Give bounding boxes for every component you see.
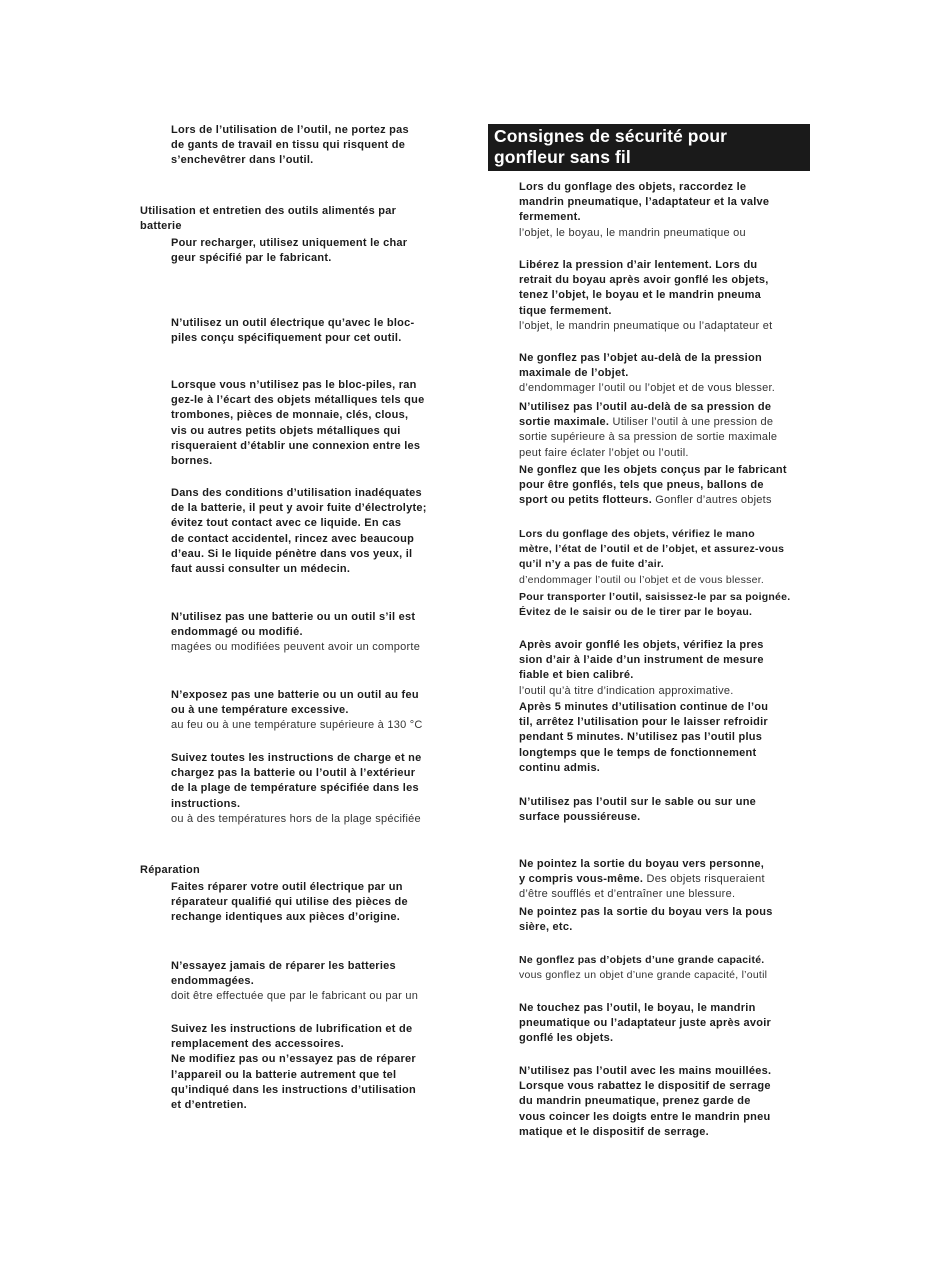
text-line: vous coincer les doigts entre le mandrin pneu	[519, 1110, 771, 1123]
warning-temperature	[171, 688, 423, 734]
text-line: geur spécifié par le fabricant.	[171, 252, 332, 265]
text-line: N’utilisez un outil électrique qu’avec le bloc-	[171, 317, 415, 329]
text-line: til, arrêtez l’utilisation pour le laisser refroidir	[519, 716, 768, 729]
text-regular: Utiliser l’outil à une pression de	[609, 416, 774, 429]
text-line: Ne pointez la sortie du boyau vers personne,	[519, 858, 765, 870]
text-line: de contact accidentel, rincez avec beaucoup	[171, 532, 415, 545]
text-line: Lors de l’utilisation de l’outil, ne portez pas	[171, 124, 409, 136]
text-note: vous gonflez un objet d’une grande capacité, l’outil	[519, 969, 768, 982]
text-line: batterie	[140, 220, 182, 233]
text-line: sion d’air à l’aide d’un instrument de mesure	[519, 654, 764, 667]
heading-line: Consignes de sécurité pour	[494, 126, 728, 146]
text-line	[519, 493, 787, 508]
section-heading	[488, 124, 810, 171]
text-line	[519, 415, 777, 430]
text-line: qu’indiqué dans les instructions d’utilisation	[171, 1083, 416, 1096]
text-line: surface poussiéreuse.	[519, 811, 641, 824]
text-line: N’utilisez pas une batterie ou un outil s’il est	[171, 611, 416, 623]
text-line: retrait du boyau après avoir gonflé les objets,	[519, 274, 769, 287]
text-note: magées ou modifiées peuvent avoir un comporte	[171, 641, 421, 654]
text-line: chargez pas la batterie ou l’outil à l’extérieur	[171, 767, 416, 780]
text-line: qu’il n’y a pas de fuite d’air.	[519, 558, 664, 571]
heading-line: gonfleur sans fil	[494, 147, 631, 167]
text-line: tique fermement.	[519, 304, 612, 317]
text-line: instructions.	[171, 797, 241, 810]
text-note: au feu ou à une température supérieure à 130 °C	[171, 719, 423, 732]
text-bold: sport ou petits flotteurs.	[519, 494, 652, 507]
text-line: pour être gonflés, tels que pneus, ballons de	[519, 479, 764, 492]
text-line: Suivez toutes les instructions de charge et ne	[171, 752, 422, 764]
text-line: N’utilisez pas l’outil sur le sable ou sur une	[519, 796, 757, 808]
text-line: bornes.	[171, 455, 213, 468]
text-note: l’objet, le boyau, le mandrin pneumatique ou	[519, 226, 746, 239]
text-line: trombones, pièces de monnaie, clés, clous,	[171, 409, 409, 422]
text-note: doit être effectuée que par le fabricant ou par un	[171, 990, 419, 1003]
text-line: Dans des conditions d’utilisation inadéquates	[171, 487, 422, 499]
text-line: l’appareil ou la batterie autrement que tel	[171, 1068, 397, 1081]
text-line	[519, 872, 765, 887]
text-line: peut faire éclater l’objet ou l’outil.	[519, 446, 689, 459]
warning-hot-parts	[519, 1001, 771, 1047]
text-line: pendant 5 minutes. N’utilisez pas l’outil plus	[519, 731, 763, 744]
warning-battery-repair	[171, 959, 418, 1005]
text-line: Après 5 minutes d’utilisation continue de l’ou	[519, 701, 769, 713]
warning-gloves	[171, 123, 409, 169]
text-line: remplacement des accessoires.	[171, 1038, 344, 1051]
section-title-battery	[140, 204, 396, 234]
text-line: du mandrin pneumatique, prenez garde de	[519, 1095, 751, 1108]
text-line: Ne modifiez pas ou n’essayez pas de réparer	[171, 1053, 416, 1066]
text-line: Libérez la pression d’air lentement. Lors du	[519, 259, 758, 271]
warning-large-capacity	[519, 953, 767, 983]
text-line: Évitez de le saisir ou de le tirer par le boyau.	[519, 606, 753, 619]
warning-lubrication	[171, 1022, 416, 1113]
text-note: d’endommager l’outil ou l’objet et de vous blesser.	[519, 382, 776, 395]
text-line: d’eau. Si le liquide pénètre dans vos yeux, il	[171, 547, 413, 560]
warning-release-pressure	[519, 258, 772, 334]
text-line: s’enchevêtrer dans l’outil.	[171, 154, 314, 167]
text-line: Après avoir gonflé les objets, vérifiez la pres	[519, 639, 764, 651]
text-line: mandrin pneumatique, l’adaptateur et la valve	[519, 196, 770, 209]
text-line: évitez tout contact avec ce liquide. En cas	[171, 517, 402, 530]
text-line: Lorsque vous rabattez le dispositif de serrage	[519, 1080, 771, 1093]
warning-cooldown	[519, 700, 768, 776]
warning-connect	[519, 180, 769, 241]
text-line: Faites réparer votre outil électrique par un	[171, 881, 403, 893]
text-line: Pour recharger, utilisez uniquement le char	[171, 237, 408, 249]
warning-designed-objects	[519, 463, 787, 509]
text-line: N’utilisez pas l’outil au-delà de sa pression de	[519, 401, 772, 413]
text-line: Lorsque vous n’utilisez pas le bloc-piles, ran	[171, 379, 417, 391]
text-line: Réparation	[140, 864, 200, 876]
warning-verify-pressure	[519, 638, 764, 699]
text-line: matique et le dispositif de serrage.	[519, 1125, 709, 1138]
text-note: l’outil qu’à titre d’indication approximative.	[519, 684, 734, 697]
warning-max-pressure	[519, 351, 775, 397]
text-line: d’être soufflés et d’entraîner une blessure.	[519, 888, 736, 901]
text-line: rechange identiques aux pièces d’origine.	[171, 911, 401, 924]
text-note: ou à des températures hors de la plage spécifiée	[171, 812, 421, 825]
text-bold: y compris vous-même.	[519, 873, 644, 886]
text-line: ou à une température excessive.	[171, 704, 349, 717]
warning-battery-pack-only	[171, 316, 414, 346]
text-line: et d’entretien.	[171, 1099, 247, 1112]
text-line: Ne pointez pas la sortie du boyau vers la pous	[519, 906, 773, 918]
text-line: continu admis.	[519, 761, 601, 774]
text-regular: Des objets risqueraient	[643, 873, 765, 886]
text-line: vis ou autres petits objets métalliques qui	[171, 424, 401, 437]
text-line: tenez l’objet, le boyau et le mandrin pneuma	[519, 289, 762, 302]
text-line: de la batterie, il peut y avoir fuite d’électrolyte;	[171, 502, 427, 515]
text-note: d’endommager l’outil ou l’objet et de vous blesser.	[519, 573, 765, 586]
text-line: sortie supérieure à sa pression de sortie maximale	[519, 431, 778, 444]
text-line: pneumatique ou l’adaptateur juste après avoir	[519, 1017, 772, 1030]
warning-qualified-repair	[171, 880, 408, 926]
text-line: Utilisation et entretien des outils alimentés par	[140, 205, 397, 217]
text-line: Suivez les instructions de lubrification et de	[171, 1023, 413, 1035]
text-line: Ne gonflez que les objets conçus par le fabricant	[519, 464, 787, 476]
text-line: de la plage de température spécifiée dans les	[171, 782, 419, 795]
text-line: Ne gonflez pas d’objets d’une grande capacité.	[519, 954, 765, 966]
text-line: sière, etc.	[519, 921, 573, 934]
text-line: Ne gonflez pas l’objet au-delà de la pression	[519, 352, 762, 364]
text-line: endommagé ou modifié.	[171, 626, 303, 639]
text-line: piles conçu spécifiquement pour cet outil.	[171, 332, 402, 345]
text-line: gez-le à l’écart des objets métalliques tels que	[171, 394, 425, 407]
section-title-repair	[140, 863, 200, 878]
text-line: Pour transporter l’outil, saisissez-le par sa poignée.	[519, 591, 791, 603]
text-line: mètre, l’état de l’outil et de l’objet, et assurez-vous	[519, 543, 785, 556]
text-line: endommagées.	[171, 975, 255, 988]
text-bold: sortie maximale.	[519, 416, 610, 429]
text-line: Lors du gonflage des objets, vérifiez le mano	[519, 528, 755, 540]
warning-charging-instructions	[171, 751, 422, 827]
text-line: longtemps que le temps de fonctionnement	[519, 746, 757, 759]
warning-sand	[519, 795, 756, 825]
warning-electrolyte	[171, 486, 427, 577]
warning-damaged	[171, 610, 420, 656]
warning-wet-hands	[519, 1064, 771, 1140]
warning-check-gauge	[519, 527, 784, 588]
warning-point-dust	[519, 905, 773, 935]
text-line: de gants de travail en tissu qui risquent de	[171, 139, 406, 152]
text-line: N’utilisez pas l’outil avec les mains mouillées.	[519, 1065, 772, 1077]
text-line: risqueraient d’établir une connexion entre les	[171, 439, 421, 452]
text-line: Ne touchez pas l’outil, le boyau, le mandrin	[519, 1002, 756, 1014]
text-line: N’exposez pas une batterie ou un outil au feu	[171, 689, 419, 701]
text-line: maximale de l’objet.	[519, 367, 629, 380]
text-line: gonflé les objets.	[519, 1032, 614, 1045]
text-line: Lors du gonflage des objets, raccordez le	[519, 181, 747, 193]
text-regular: Gonfler d’autres objets	[652, 494, 772, 507]
warning-output-pressure	[519, 400, 777, 461]
text-note: l’objet, le mandrin pneumatique ou l’adaptateur et	[519, 319, 773, 332]
warning-point-person	[519, 857, 765, 903]
warning-metal-objects	[171, 378, 424, 469]
text-line: N’essayez jamais de réparer les batteries	[171, 960, 396, 972]
warning-transport	[519, 590, 790, 620]
warning-charger	[171, 236, 407, 266]
text-line: faut aussi consulter un médecin.	[171, 563, 351, 576]
text-line: fiable et bien calibré.	[519, 669, 634, 682]
text-line: réparateur qualifié qui utilise des pièces de	[171, 896, 408, 909]
text-line: fermement.	[519, 211, 581, 224]
